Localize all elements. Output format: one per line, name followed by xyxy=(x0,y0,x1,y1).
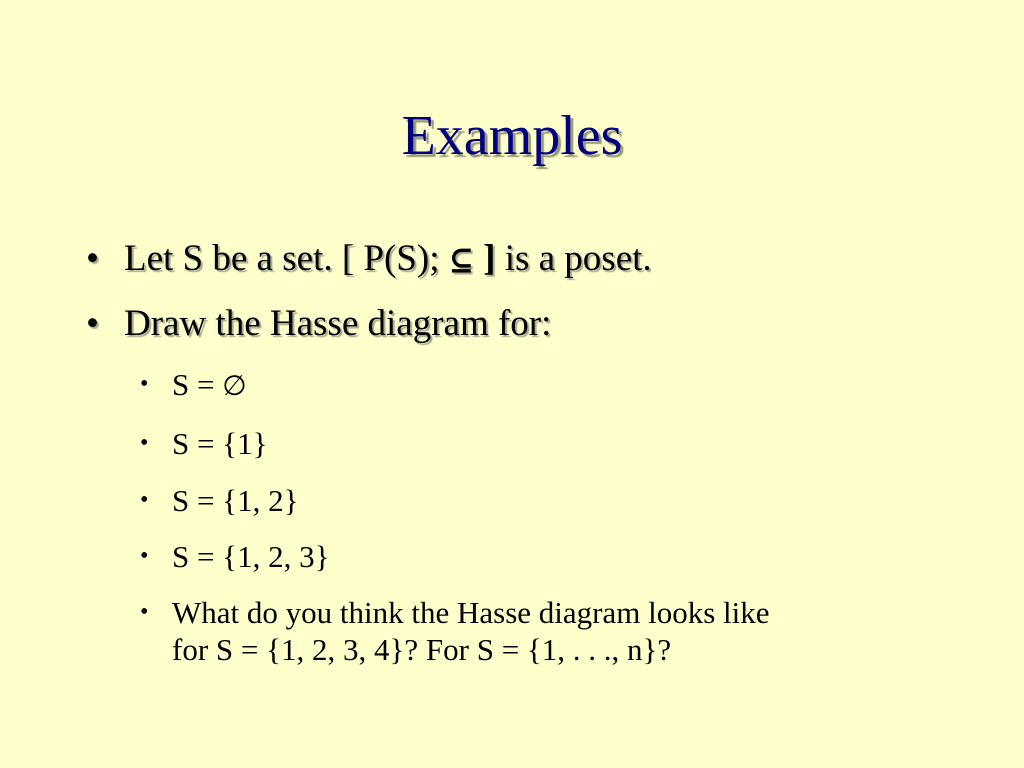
sub-bullet-text-line2: for S = {1, 2, 3, 4}? For S = {1, . . ., n}? xyxy=(172,632,672,667)
sub-bullet-prefix: S = xyxy=(172,367,223,402)
sub-bullet-text: S = {1, 2} xyxy=(172,483,299,518)
bullet-suffix: is a poset. xyxy=(495,238,652,279)
bullet-text: Draw the Hasse diagram for: xyxy=(124,303,552,344)
sub-bullet-marker: • xyxy=(140,599,149,625)
bullet-prefix: Let S be a set. [ P(S); xyxy=(124,238,449,279)
sub-bullet-marker: • xyxy=(140,487,149,513)
sub-bullet-text: S = {1, 2, 3} xyxy=(172,539,330,574)
sub-bullet-text-line1: What do you think the Hasse diagram looks like xyxy=(172,595,770,630)
sub-bullet-marker: • xyxy=(140,543,149,569)
bullet-text xyxy=(124,237,652,283)
empty-set-symbol: ∅ xyxy=(222,369,247,402)
sub-bullet-marker: • xyxy=(140,371,149,397)
bullet-marker: • xyxy=(86,303,99,344)
sub-bullet-text: S = {1} xyxy=(172,426,268,461)
subset-symbol: ⊆ xyxy=(448,243,474,278)
sub-bullet-text xyxy=(172,366,247,404)
slide-title: Examples xyxy=(401,105,623,167)
bullet-marker: • xyxy=(86,238,99,279)
sub-bullet-marker: • xyxy=(140,430,149,456)
bracket-close: ] xyxy=(473,238,496,279)
